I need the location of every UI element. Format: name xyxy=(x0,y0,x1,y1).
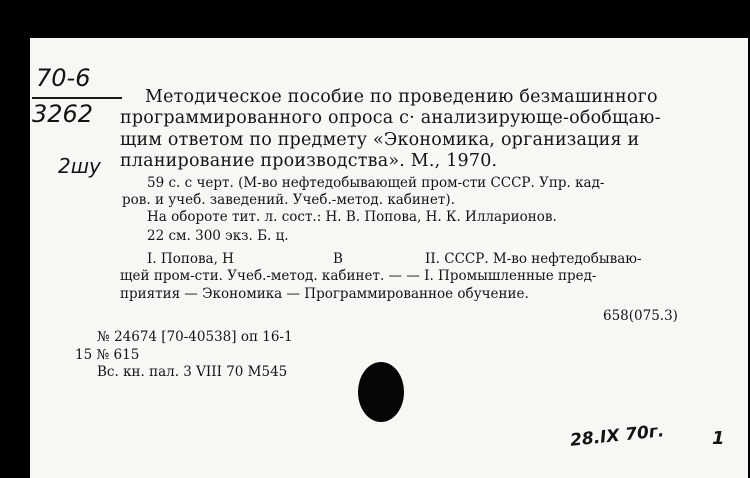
title-line-3: щим ответом по предмету «Экономика, организация и xyxy=(120,130,640,150)
order-line-1: № 24674 [70-40538] оп 16-1 xyxy=(97,329,293,345)
tracing-1: I. Попова, Н xyxy=(147,251,234,267)
tracing-line-3: приятия — Экономика — Программированное обучение. xyxy=(120,286,529,302)
order-line-3: Вс. кн. пал. 3 VIII 70 М545 xyxy=(97,364,288,380)
description-line-3: На обороте тит. л. сост.: Н. В. Попова, Н. К. Илларионов. xyxy=(147,209,557,225)
call-number-bottom: 3262 xyxy=(32,100,94,128)
tracing-2: В xyxy=(333,251,343,267)
order-line-2: 15 № 615 xyxy=(75,347,140,363)
title-line-2: программированного опроса с· анализирующе-обобщаю- xyxy=(120,108,661,128)
title-line-1: Методическое пособие по проведению безмашинного xyxy=(145,87,658,107)
handwritten-sheet-mark: 1 xyxy=(712,428,725,449)
handwritten-date: 28.IX 70г. xyxy=(569,421,666,451)
classification-number: 658(075.3) xyxy=(603,308,678,324)
tracing-3: II. СССР. М-во нефтедобываю- xyxy=(425,251,642,267)
description-line-2: ров. и учеб. заведений. Учеб.-метод. кабинет). xyxy=(122,192,455,208)
handwritten-mark: 2шу xyxy=(58,154,101,178)
description-line-4: 22 см. 300 экз. Б. ц. xyxy=(147,228,289,244)
call-number-top: 70-6 xyxy=(36,64,91,92)
title-line-4: планирование производства». М., 1970. xyxy=(120,151,498,171)
call-number-rule xyxy=(32,97,122,99)
tracing-line-2: щей пром-сти. Учеб.-метод. кабинет. — — I. Промышленные пред- xyxy=(120,268,597,284)
description-line-1: 59 с. с черт. (М-во нефтедобывающей пром-сти СССР. Упр. кад- xyxy=(147,175,605,191)
punch-hole xyxy=(358,362,404,422)
